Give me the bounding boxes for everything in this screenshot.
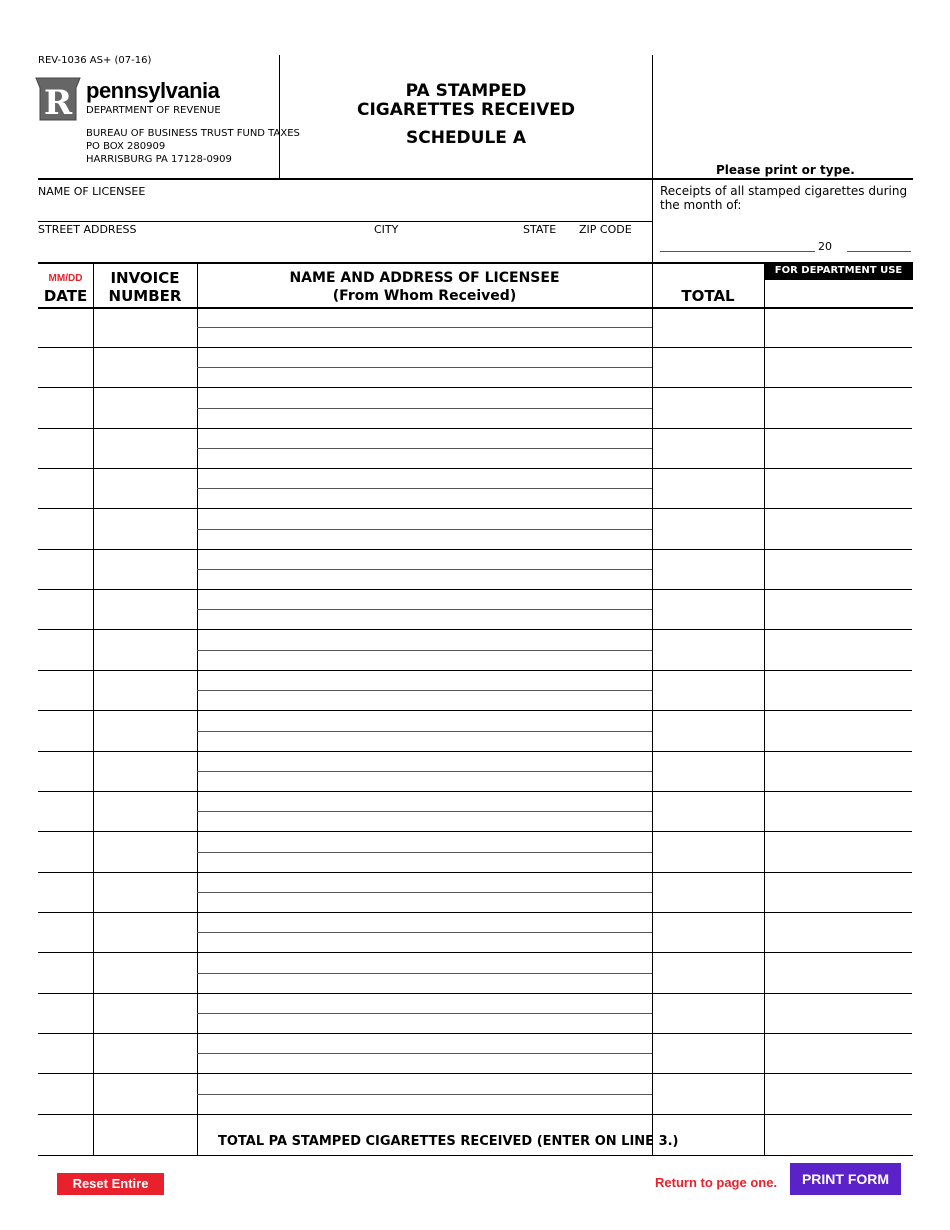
receipts-text: Receipts of all stamped cigarettes during the month of: bbox=[660, 184, 908, 212]
table-row bbox=[38, 712, 912, 752]
header-divider bbox=[652, 55, 653, 308]
invoice-number-input[interactable] bbox=[94, 834, 196, 871]
total-input[interactable] bbox=[653, 390, 763, 427]
total-input[interactable] bbox=[653, 309, 763, 346]
date-input[interactable] bbox=[39, 995, 92, 1032]
name-address-input[interactable] bbox=[198, 632, 651, 669]
invoice-number-input[interactable] bbox=[94, 874, 196, 911]
invoice-number-input[interactable] bbox=[94, 390, 196, 427]
date-input[interactable] bbox=[39, 551, 92, 588]
table-row bbox=[38, 348, 912, 388]
department-use-cell bbox=[765, 753, 912, 790]
department-use-cell bbox=[765, 511, 912, 548]
department-use-cell bbox=[765, 470, 912, 507]
invoice-header-line: NUMBER bbox=[108, 287, 182, 305]
date-input[interactable] bbox=[39, 874, 92, 911]
date-input[interactable] bbox=[39, 511, 92, 548]
row-rule bbox=[38, 1114, 912, 1115]
invoice-number-input[interactable] bbox=[94, 511, 196, 548]
state-label: STATE bbox=[523, 223, 557, 236]
table-row bbox=[38, 873, 912, 913]
name-address-input[interactable] bbox=[198, 672, 651, 709]
invoice-number-input[interactable] bbox=[94, 309, 196, 346]
table-row bbox=[38, 1075, 912, 1115]
department-use-cell bbox=[765, 390, 912, 427]
logo-department: DEPARTMENT OF REVENUE bbox=[86, 105, 221, 116]
grand-total-input[interactable] bbox=[654, 1117, 762, 1153]
table-row bbox=[38, 671, 912, 711]
department-use-cell bbox=[765, 955, 912, 992]
table-row bbox=[38, 429, 912, 469]
bureau-line: PO BOX 280909 bbox=[86, 141, 166, 152]
month-input-line bbox=[660, 251, 815, 252]
total-input[interactable] bbox=[653, 1076, 763, 1113]
name-address-input[interactable] bbox=[198, 349, 651, 386]
name-header-line: NAME AND ADDRESS OF LICENSEE bbox=[289, 270, 560, 286]
total-input[interactable] bbox=[653, 591, 763, 628]
schedule-label: SCHEDULE A bbox=[406, 128, 526, 148]
table-row bbox=[38, 913, 912, 953]
total-input[interactable] bbox=[653, 995, 763, 1032]
total-input[interactable] bbox=[653, 713, 763, 750]
table-row bbox=[38, 590, 912, 630]
total-input[interactable] bbox=[653, 955, 763, 992]
date-input[interactable] bbox=[39, 632, 92, 669]
department-use-cell bbox=[765, 672, 912, 709]
form-number: REV-1036 AS+ (07-16) bbox=[38, 55, 152, 66]
name-address-input[interactable] bbox=[198, 591, 651, 628]
section-rule bbox=[38, 178, 913, 180]
title-line: CIGARETTES RECEIVED bbox=[357, 100, 575, 120]
invoice-number-input[interactable] bbox=[94, 753, 196, 790]
total-input[interactable] bbox=[653, 511, 763, 548]
total-input[interactable] bbox=[653, 874, 763, 911]
department-use-cell bbox=[765, 1035, 912, 1072]
name-header-line: (From Whom Received) bbox=[332, 288, 517, 304]
invoice-number-input[interactable] bbox=[94, 1076, 196, 1113]
name-address-input[interactable] bbox=[198, 309, 651, 346]
date-format-label: MM/DD bbox=[48, 273, 83, 284]
table-row bbox=[38, 510, 912, 550]
date-input[interactable] bbox=[39, 430, 92, 467]
department-use-cell bbox=[765, 914, 912, 951]
name-address-input[interactable] bbox=[198, 995, 651, 1032]
bureau-address bbox=[86, 127, 300, 166]
date-input[interactable] bbox=[39, 390, 92, 427]
total-input[interactable] bbox=[653, 632, 763, 669]
keystone-logo-icon bbox=[34, 76, 82, 122]
department-use-cell bbox=[765, 995, 912, 1032]
name-address-input[interactable] bbox=[198, 1035, 651, 1072]
date-input[interactable] bbox=[39, 309, 92, 346]
table-row bbox=[38, 389, 912, 429]
table-row bbox=[38, 833, 912, 873]
date-input[interactable] bbox=[39, 672, 92, 709]
invoice-number-input[interactable] bbox=[94, 955, 196, 992]
name-address-input[interactable] bbox=[198, 390, 651, 427]
total-input[interactable] bbox=[653, 430, 763, 467]
zip-code-label: ZIP CODE bbox=[579, 223, 632, 236]
invoice-number-input[interactable] bbox=[94, 995, 196, 1032]
name-address-input[interactable] bbox=[198, 874, 651, 911]
total-input[interactable] bbox=[653, 914, 763, 951]
bureau-line: BUREAU OF BUSINESS TRUST FUND TAXES bbox=[86, 128, 300, 139]
department-use-cell bbox=[765, 834, 912, 871]
department-use-cell bbox=[765, 874, 912, 911]
name-of-licensee-label: NAME OF LICENSEE bbox=[38, 185, 146, 198]
page-title bbox=[280, 82, 652, 148]
table-row bbox=[38, 994, 912, 1034]
name-address-input[interactable] bbox=[198, 834, 651, 871]
invoice-number-input[interactable] bbox=[94, 713, 196, 750]
department-use-cell bbox=[765, 430, 912, 467]
invoice-number-input[interactable] bbox=[94, 672, 196, 709]
table-row bbox=[38, 469, 912, 509]
print-note: Please print or type. bbox=[716, 163, 855, 177]
table-row bbox=[38, 954, 912, 994]
reset-form-button[interactable]: Reset Entire Form bbox=[57, 1173, 164, 1195]
name-address-input[interactable] bbox=[198, 713, 651, 750]
zip-code-input[interactable] bbox=[577, 237, 650, 260]
title-line: PA STAMPED bbox=[405, 81, 527, 101]
date-input[interactable] bbox=[39, 470, 92, 507]
name-address-input[interactable] bbox=[198, 914, 651, 951]
total-input[interactable] bbox=[653, 1035, 763, 1072]
table-row bbox=[38, 308, 912, 348]
date-header: DATE bbox=[43, 287, 88, 305]
total-input[interactable] bbox=[653, 834, 763, 871]
name-address-header bbox=[197, 269, 652, 305]
invoice-header bbox=[93, 269, 197, 305]
date-input[interactable] bbox=[39, 713, 92, 750]
print-form-button[interactable]: PRINT FORM bbox=[790, 1163, 901, 1195]
department-use-cell bbox=[765, 713, 912, 750]
bureau-line: HARRISBURG PA 17128-0909 bbox=[86, 154, 232, 165]
date-input[interactable] bbox=[39, 349, 92, 386]
name-address-input[interactable] bbox=[198, 1076, 651, 1113]
department-use-cell bbox=[765, 1076, 912, 1113]
date-input[interactable] bbox=[39, 793, 92, 830]
date-input[interactable] bbox=[39, 1035, 92, 1072]
date-input[interactable] bbox=[39, 914, 92, 951]
city-input[interactable] bbox=[372, 237, 517, 260]
department-use-cell bbox=[765, 309, 912, 346]
month-input[interactable] bbox=[660, 233, 815, 251]
department-use-cell bbox=[765, 632, 912, 669]
total-header: TOTAL bbox=[681, 287, 735, 305]
total-input[interactable] bbox=[653, 470, 763, 507]
date-input[interactable] bbox=[39, 1076, 92, 1113]
invoice-number-input[interactable] bbox=[94, 430, 196, 467]
name-address-input[interactable] bbox=[198, 551, 651, 588]
year-prefix: 20 bbox=[818, 240, 832, 253]
invoice-number-input[interactable] bbox=[94, 591, 196, 628]
name-address-input[interactable] bbox=[198, 430, 651, 467]
table-bottom-rule bbox=[38, 1155, 913, 1156]
total-row-label: TOTAL PA STAMPED CIGARETTES RECEIVED (ENTER ON LINE 3.) bbox=[218, 1134, 679, 1149]
invoice-number-input[interactable] bbox=[94, 914, 196, 951]
date-input[interactable] bbox=[39, 753, 92, 790]
name-address-input[interactable] bbox=[198, 955, 651, 992]
table-row bbox=[38, 752, 912, 792]
total-input[interactable] bbox=[653, 349, 763, 386]
invoice-number-input[interactable] bbox=[94, 632, 196, 669]
total-input[interactable] bbox=[653, 551, 763, 588]
department-use-badge: FOR DEPARTMENT USE ONLY bbox=[764, 262, 913, 280]
svg-text:R: R bbox=[43, 83, 73, 122]
total-input[interactable] bbox=[653, 672, 763, 709]
name-of-licensee-input[interactable] bbox=[38, 198, 650, 220]
date-input[interactable] bbox=[39, 591, 92, 628]
invoice-number-input[interactable] bbox=[94, 1035, 196, 1072]
return-to-page-one-link[interactable]: Return to page one. bbox=[655, 1175, 778, 1190]
invoice-number-input[interactable] bbox=[94, 793, 196, 830]
date-input[interactable] bbox=[39, 834, 92, 871]
table-row bbox=[38, 1034, 912, 1074]
field-rule bbox=[38, 221, 652, 222]
invoice-header-line: INVOICE bbox=[110, 269, 180, 287]
city-label: CITY bbox=[374, 223, 399, 236]
department-use-cell bbox=[765, 591, 912, 628]
date-input[interactable] bbox=[39, 955, 92, 992]
department-use-cell bbox=[765, 551, 912, 588]
street-address-label: STREET ADDRESS bbox=[38, 223, 137, 236]
name-address-input[interactable] bbox=[198, 511, 651, 548]
year-input[interactable] bbox=[847, 233, 911, 251]
table-row bbox=[38, 631, 912, 671]
state-input[interactable] bbox=[521, 237, 575, 260]
name-address-input[interactable] bbox=[198, 793, 651, 830]
logo-wordmark: pennsylvania bbox=[86, 78, 220, 103]
name-address-input[interactable] bbox=[198, 470, 651, 507]
table-row bbox=[38, 550, 912, 590]
department-use-cell bbox=[765, 349, 912, 386]
department-use-cell bbox=[765, 793, 912, 830]
total-input[interactable] bbox=[653, 753, 763, 790]
table-row bbox=[38, 792, 912, 832]
invoice-number-input[interactable] bbox=[94, 551, 196, 588]
street-address-input[interactable] bbox=[38, 237, 368, 260]
invoice-number-input[interactable] bbox=[94, 349, 196, 386]
invoice-number-input[interactable] bbox=[94, 470, 196, 507]
total-input[interactable] bbox=[653, 793, 763, 830]
year-input-line bbox=[847, 251, 911, 252]
name-address-input[interactable] bbox=[198, 753, 651, 790]
